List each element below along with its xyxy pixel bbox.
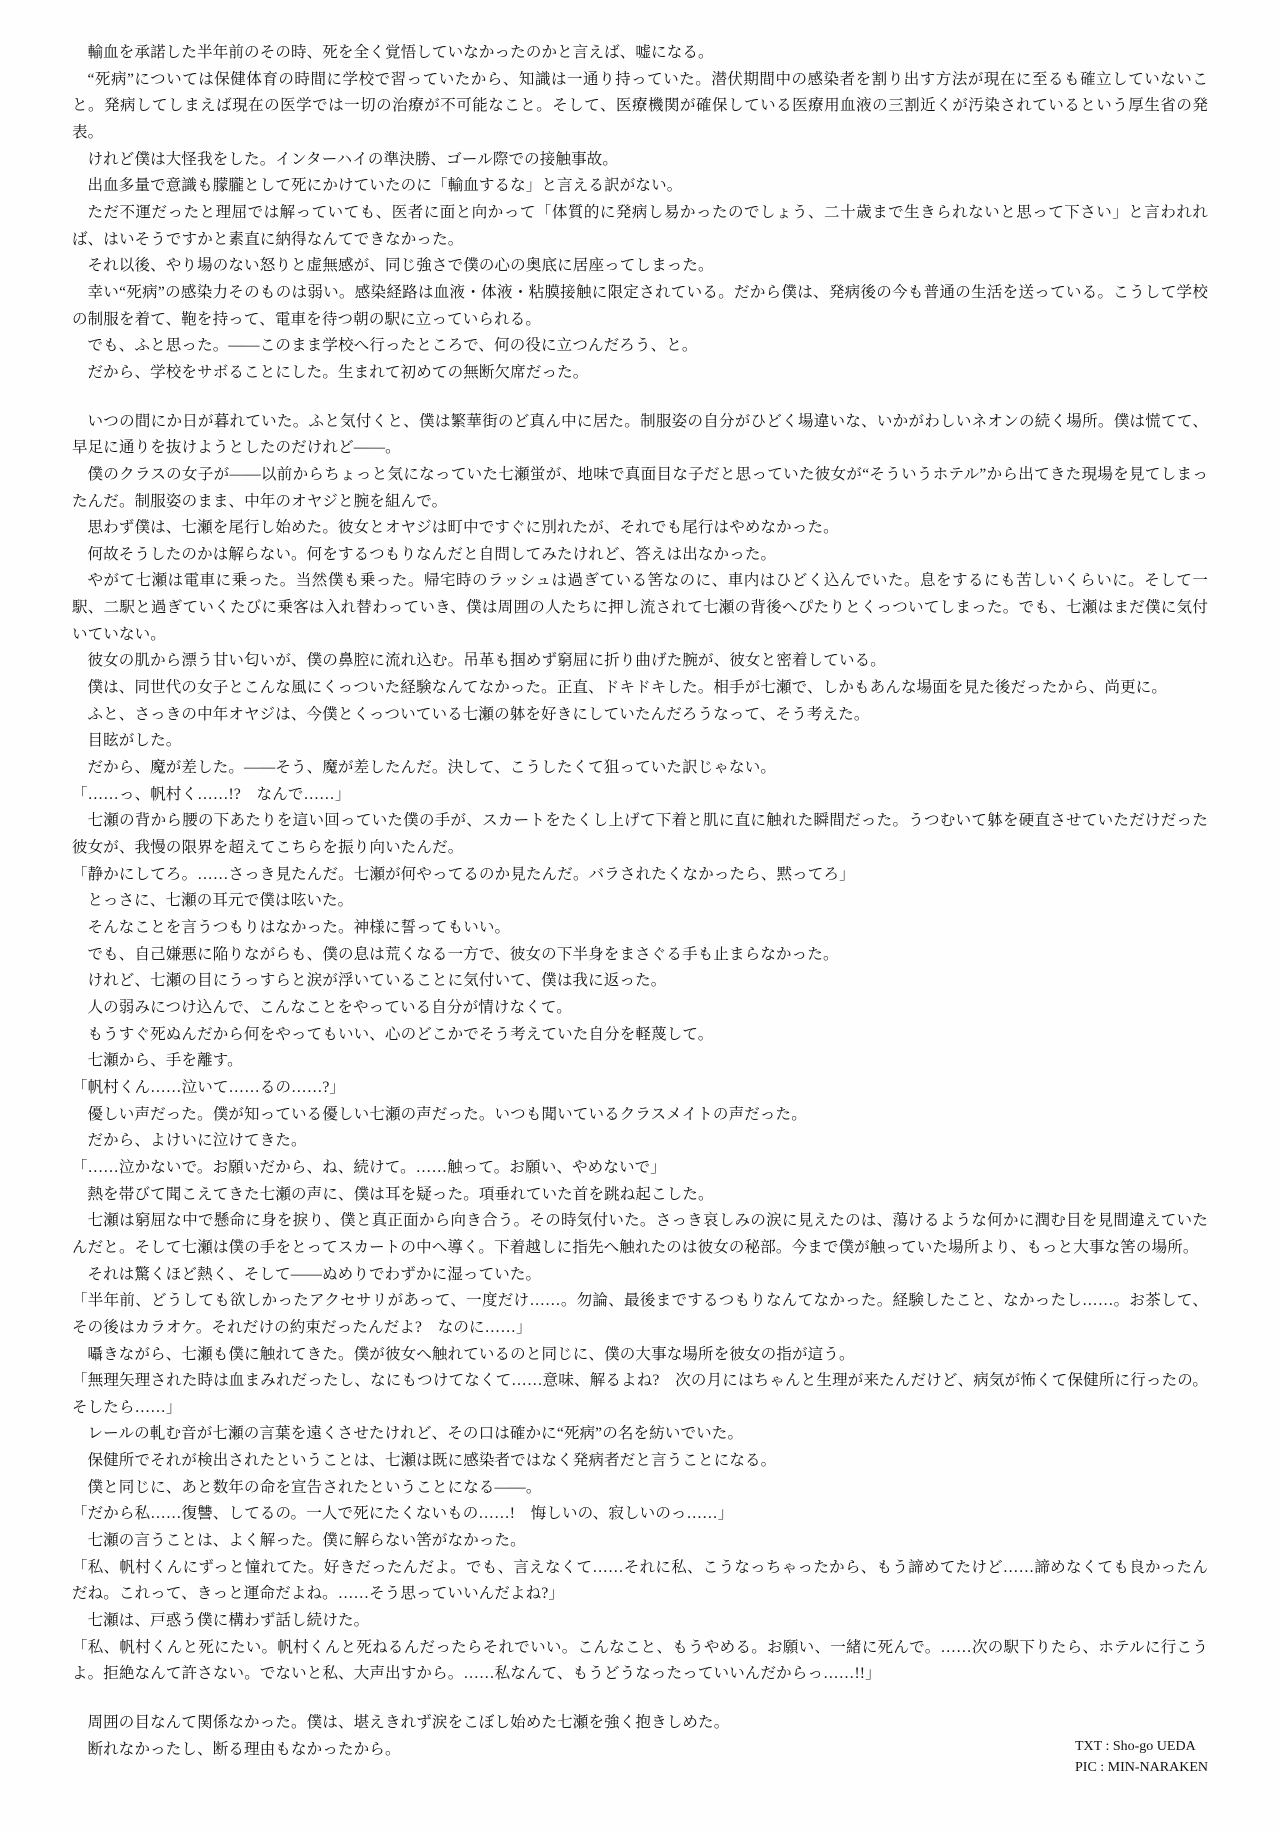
paragraph: 彼女の肌から漂う甘い匂いが、僕の鼻腔に流れ込む。吊革も掴めず窮屈に折り曲げた腕が、彼女と密着している。 [87,652,886,670]
paragraph: 優しい声だった。僕が知っている優しい七瀬の声だった。いつも聞いているクラスメイトの声だった。 [87,1105,807,1123]
paragraph: けれど僕は大怪我をした。インターハイの準決勝、ゴール際での接触事故。 [87,150,619,168]
paragraph: とっさに、七瀬の耳元で僕は呟いた。 [87,892,354,910]
paragraph: そんなことを言うつもりはなかった。神様に誓ってもいい。 [87,919,511,936]
paragraph: 出血多量で意識も朦朧として死にかけていたのに「輸血するな」と言える訳がない。 [87,177,683,195]
paragraph: 周囲の目なんて関係なかった。僕は、堪えきれず涙をこぼし始めた七瀬を強く抱きしめた。 [87,1714,730,1732]
dialogue-line: 「無理矢理された時は血まみれだったし、なにもつけてなくて……意味、解るよね? 次の月にはちゃんと生理が来たんだけど、病気が怖くて保健所に行ったの。そしたら……」 [72,1372,1208,1416]
paragraph: 僕のクラスの女子が——以前からちょっと気になっていた七瀬蛍が、地味で真面目な子だと思っていた彼女が“そういうホテル”から出てきた現場を見てしまったんだ。制服姿のまま、中年のオヤジと腕を組んで。 [72,465,1208,510]
paragraph: 断れなかったし、断る理由もなかったから。 [87,1740,401,1758]
paragraph: ただ不運だったと理屈では解っていても、医者に面と向かって「体質的に発病し易かったのでしょう、二十歳まで生きられないと思って下さい」と言われれば、はいそうですかと素直に納得なんてできなかった。 [72,203,1208,248]
dialogue-line: 「半年前、どうしても欲しかったアクセサリがあって、一度だけ……。勿論、最後までするつもりなんてなかった。経験したこと、なかったし……。お茶して、その後はカラオケ。それだけの約束だったんだよ? なのに……」 [72,1292,1208,1336]
dialogue-line: 「私、帆村くんにずっと憧れてた。好きだったんだよ。でも、言えなくて……それに私、こうなっちゃったから、もう諦めてたけど……諦めなくても良かったんだね。これって、きっと運命だよね。……そう思っていいんだよね?」 [72,1558,1208,1603]
paragraph: 七瀬の言うことは、よく解った。僕に解らない筈がなかった。 [87,1532,526,1550]
dialogue-line: 「帆村くん……泣いて……るの……?」 [72,1078,346,1096]
paragraph: 保健所でそれが検出されたということは、七瀬は既に感染者ではなく発病者だと言うことになる。 [87,1452,777,1470]
paragraph: もうすぐ死ぬんだから何をやってもいい、心のどこかでそう考えていた自分を軽蔑して。 [87,1025,714,1043]
section-divider [72,387,1208,409]
paragraph: 七瀬は、戸惑う僕に構わず話し続けた。 [87,1612,370,1630]
paragraph: 輸血を承諾した半年前のその時、死を全く覚悟していなかったのかと言えば、嘘になる。 [87,44,714,61]
paragraph: 僕と同じに、あと数年の命を宣告されたということになる——。 [87,1478,542,1496]
paragraph: やがて七瀬は電車に乗った。当然僕も乗った。帰宅時のラッシュは過ぎている筈なのに、車内はひどく込んでいた。息をするにも苦しいくらいに。そして一駅、二駅と過ぎていくたびに乗客は入れ替わっていき、僕は周囲の人たちに押し流されて七瀬の背後へぴたりとくっついてしまった。でも、七瀬はまだ僕に気付いていない。 [72,572,1208,643]
document-body [72,40,1208,1763]
paragraph: 七瀬は窮屈な中で懸命に身を捩り、僕と真正面から向き合う。その時気付いた。さっき哀しみの涙に見えたのは、蕩けるような何かに潤む目を見間違えていたんだと。そして七瀬は僕の手をとってスカートの中へ導く。下着越しに指先へ触れたのは彼女の秘部。今まで僕が触っていた場所より、もっと大事な筈の場所。 [72,1212,1208,1256]
dialogue-line: 「……っ、帆村く……!? なんで……」 [72,785,351,803]
dialogue-line: 「……泣かないで。お願いだから、ね、続けて。……触って。お願い、やめないで」 [72,1158,666,1176]
pic-credit: PIC : MIN-NARAKEN [1075,1760,1208,1775]
paragraph: 囁きながら、七瀬も僕に触れてきた。僕が彼女へ触れているのと同じに、僕の大事な場所を彼女の指が這う。 [87,1345,855,1363]
paragraph: だから、学校をサボることにした。生まれて初めての無断欠席だった。 [87,363,589,381]
credits-block [1075,1736,1208,1778]
dialogue-line: 「だから私……復讐、してるの。一人で死にたくないもの……! 悔しいの、寂しいのっ……」 [72,1505,734,1523]
dialogue-line: 「私、帆村くんと死にたい。帆村くんと死ねるんだったらそれでいい。こんなこと、もうやめる。お願い、一緒に死んで。……次の駅下りたら、ホテルに行こうよ。拒絶なんて許さない。でないと私、大声出すから。……私なんて、もうどうなったっていいんだからっ……!!」 [72,1638,1208,1683]
text-section-3 [72,1710,1208,1763]
dialogue-line: 「静かにしてろ。……さっき見たんだ。七瀬が何やってるのか見たんだ。バラされたくなかったら、黙ってろ」 [72,865,855,883]
paragraph: 七瀬の背から腰の下あたりを這い回っていた僕の手が、スカートをたくし上げて下着と肌に直に触れた瞬間だった。うつむいて躰を硬直させていただけだった彼女が、我慢の限界を超えてこちらを振り向いたんだ。 [72,812,1208,857]
paragraph: でも、ふと思った。——このまま学校へ行ったところで、何の役に立つんだろう、と。 [87,337,698,355]
paragraph: 僕は、同世代の女子とこんな風にくっついた経験なんてなかった。正直、ドキドキした。相手が七瀬で、しかもあんな場面を見た後だったから、尚更に。 [87,679,1168,697]
paragraph: それは驚くほど熱く、そして——ぬめりでわずかに湿っていた。 [87,1265,542,1283]
paragraph: 人の弱みにつけ込んで、こんなことをやっている自分が情けなくて。 [87,998,572,1016]
paragraph: けれど、七瀬の目にうっすらと涙が浮いていることに気付いて、僕は我に返った。 [87,972,667,990]
text-credit: TXT : Sho-go UEDA [1075,1739,1196,1754]
paragraph: だから、魔が差した。——そう、魔が差したんだ。決して、こうしたくて狙っていた訳じゃない。 [87,759,777,777]
paragraph: だから、よけいに泣けてきた。 [87,1132,307,1150]
paragraph: 幸い“死病”の感染力そのものは弱い。感染経路は血液・体液・粘膜接触に限定されている。だから僕は、発病後の今も普通の生活を送っている。こうして学校の制服を着て、鞄を持って、電車を待つ朝の駅に立っていられる。 [72,283,1208,328]
paragraph: 目眩がした。 [87,732,182,750]
paragraph: 思わず僕は、七瀬を尾行し始めた。彼女とオヤジは町中ですぐに別れたが、それでも尾行はやめなかった。 [87,519,839,537]
paragraph: “死病”については保健体育の時間に学校で習っていたから、知識は一通り持っていた。潜伏期間中の感染者を割り出す方法が現在に至るも確立していないこと。発病してしまえば現在の医学では一切の治療が不可能なこと。そして、医療機関が確保している医療用血液の三割近くが汚染されているという厚生省の発表。 [72,70,1208,141]
paragraph: レールの軋む音が七瀬の言葉を遠くさせたけれど、その口は確かに“死病”の名を紡いでいた。 [87,1425,744,1443]
paragraph: 何故そうしたのかは解らない。何をするつもりなんだと自問してみたけれど、答えは出なかった。 [87,545,777,563]
text-section-2 [72,409,1208,1689]
paragraph: ふと、さっきの中年オヤジは、今僕とくっついている七瀬の躰を好きにしていたんだろうなって、そう考えた。 [87,705,870,723]
section-divider [72,1688,1208,1710]
paragraph: それ以後、やり場のない怒りと虚無感が、同じ強さで僕の心の奥底に居座ってしまった。 [87,257,714,275]
text-section-1 [72,40,1208,387]
paragraph: いつの間にか日が暮れていた。ふと気付くと、僕は繁華街のど真ん中に居た。制服姿の自分がひどく場違いな、いかがわしいネオンの続く場所。僕は慌てて、早足に通りを抜けようとしたのだけれど——。 [72,412,1208,457]
paragraph: でも、自己嫌悪に陥りながらも、僕の息は荒くなる一方で、彼女の下半身をまさぐる手も止まらなかった。 [87,945,839,963]
paragraph: 熱を帯びて聞こえてきた七瀬の声に、僕は耳を疑った。項垂れていた首を跳ね起こした。 [87,1185,714,1203]
paragraph: 七瀬から、手を離す。 [87,1052,243,1070]
